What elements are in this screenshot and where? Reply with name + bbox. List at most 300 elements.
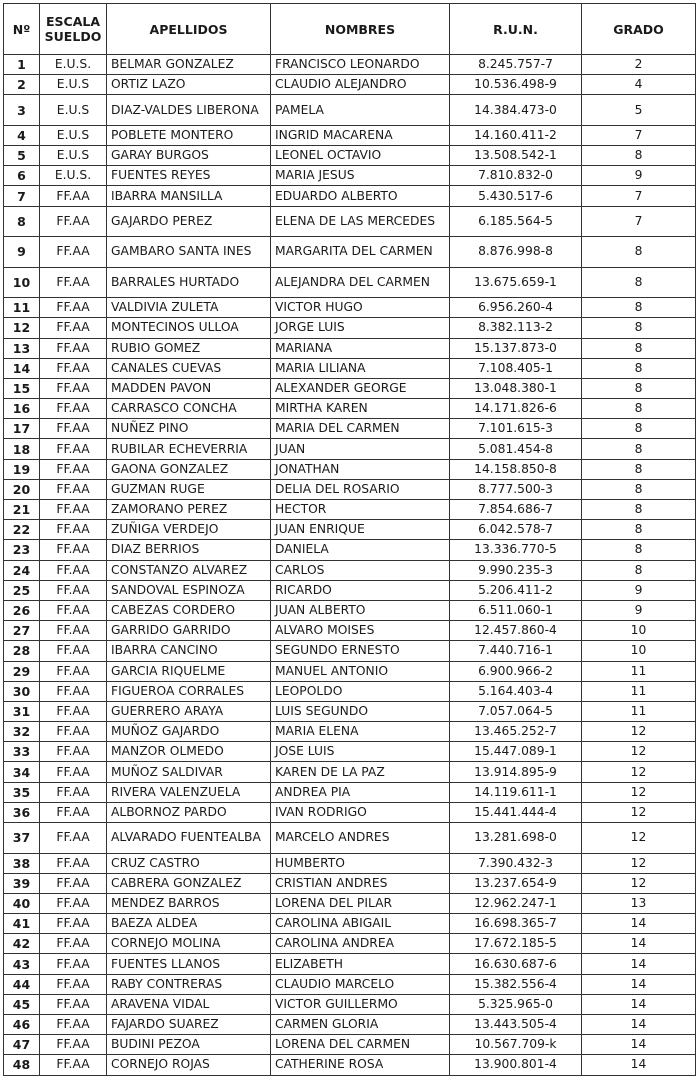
cell-escala-sueldo: FF.AA bbox=[40, 399, 107, 419]
cell-escala-sueldo: FF.AA bbox=[40, 1015, 107, 1035]
cell-apellidos: GUERRERO ARAYA bbox=[107, 701, 271, 721]
cell-run: 15.382.556-4 bbox=[450, 974, 582, 994]
cell-grado: 9 bbox=[582, 166, 696, 186]
cell-escala-sueldo: FF.AA bbox=[40, 621, 107, 641]
cell-grado: 8 bbox=[582, 399, 696, 419]
cell-row-number: 38 bbox=[4, 853, 40, 873]
cell-escala-sueldo: FF.AA bbox=[40, 298, 107, 318]
cell-run: 7.810.832-0 bbox=[450, 166, 582, 186]
cell-row-number: 6 bbox=[4, 166, 40, 186]
cell-nombres: CAROLINA ABIGAIL bbox=[271, 914, 450, 934]
cell-nombres: EDUARDO ALBERTO bbox=[271, 186, 450, 206]
cell-row-number: 30 bbox=[4, 681, 40, 701]
cell-row-number: 15 bbox=[4, 378, 40, 398]
cell-run: 12.457.860-4 bbox=[450, 621, 582, 641]
cell-apellidos: POBLETE MONTERO bbox=[107, 125, 271, 145]
cell-run: 14.158.850-8 bbox=[450, 459, 582, 479]
table-row bbox=[4, 914, 696, 934]
table-row bbox=[4, 954, 696, 974]
cell-escala-sueldo: FF.AA bbox=[40, 560, 107, 580]
cell-escala-sueldo: FF.AA bbox=[40, 681, 107, 701]
cell-run: 13.336.770-5 bbox=[450, 540, 582, 560]
cell-grado: 8 bbox=[582, 520, 696, 540]
cell-run: 5.081.454-8 bbox=[450, 439, 582, 459]
table-row bbox=[4, 661, 696, 681]
cell-grado: 14 bbox=[582, 934, 696, 954]
cell-apellidos: IBARRA CANCINO bbox=[107, 641, 271, 661]
table-row bbox=[4, 1055, 696, 1075]
cell-grado: 12 bbox=[582, 722, 696, 742]
header-row bbox=[4, 4, 696, 55]
cell-run: 14.119.611-1 bbox=[450, 782, 582, 802]
cell-apellidos: GARAY BURGOS bbox=[107, 146, 271, 166]
cell-apellidos: BARRALES HURTADO bbox=[107, 267, 271, 298]
cell-grado: 10 bbox=[582, 641, 696, 661]
table-row bbox=[4, 459, 696, 479]
table-row bbox=[4, 600, 696, 620]
cell-row-number: 47 bbox=[4, 1035, 40, 1055]
table-row bbox=[4, 853, 696, 873]
cell-nombres: MARIA JESUS bbox=[271, 166, 450, 186]
cell-nombres: MARCELO ANDRES bbox=[271, 823, 450, 854]
table-row bbox=[4, 994, 696, 1014]
cell-run: 17.672.185-5 bbox=[450, 934, 582, 954]
cell-apellidos: RABY CONTRERAS bbox=[107, 974, 271, 994]
cell-row-number: 28 bbox=[4, 641, 40, 661]
table-row bbox=[4, 934, 696, 954]
cell-row-number: 14 bbox=[4, 358, 40, 378]
cell-apellidos: FUENTES LLANOS bbox=[107, 954, 271, 974]
cell-nombres: JORGE LUIS bbox=[271, 318, 450, 338]
cell-apellidos: NUÑEZ PINO bbox=[107, 419, 271, 439]
cell-run: 14.384.473-0 bbox=[450, 95, 582, 126]
cell-grado: 8 bbox=[582, 378, 696, 398]
table-row bbox=[4, 873, 696, 893]
cell-run: 12.962.247-1 bbox=[450, 893, 582, 913]
cell-nombres: CLAUDIO MARCELO bbox=[271, 974, 450, 994]
cell-row-number: 2 bbox=[4, 75, 40, 95]
cell-escala-sueldo: FF.AA bbox=[40, 267, 107, 298]
cell-nombres: DELIA DEL ROSARIO bbox=[271, 479, 450, 499]
cell-apellidos: GARCIA RIQUELME bbox=[107, 661, 271, 681]
header-num: Nº bbox=[4, 4, 40, 55]
cell-escala-sueldo: E.U.S bbox=[40, 95, 107, 126]
cell-nombres: LEONEL OCTAVIO bbox=[271, 146, 450, 166]
cell-apellidos: CONSTANZO ALVAREZ bbox=[107, 560, 271, 580]
cell-nombres: ALEXANDER GEORGE bbox=[271, 378, 450, 398]
cell-run: 10.567.709-k bbox=[450, 1035, 582, 1055]
cell-run: 10.536.498-9 bbox=[450, 75, 582, 95]
cell-run: 8.245.757-7 bbox=[450, 55, 582, 75]
table-row bbox=[4, 166, 696, 186]
cell-run: 15.447.089-1 bbox=[450, 742, 582, 762]
cell-nombres: JUAN ALBERTO bbox=[271, 600, 450, 620]
cell-grado: 8 bbox=[582, 500, 696, 520]
cell-apellidos: CRUZ CASTRO bbox=[107, 853, 271, 873]
cell-run: 5.164.403-4 bbox=[450, 681, 582, 701]
cell-apellidos: RIVERA VALENZUELA bbox=[107, 782, 271, 802]
cell-grado: 5 bbox=[582, 95, 696, 126]
cell-run: 13.914.895-9 bbox=[450, 762, 582, 782]
cell-escala-sueldo: FF.AA bbox=[40, 823, 107, 854]
header-nombres: NOMBRES bbox=[271, 4, 450, 55]
cell-apellidos: MUÑOZ GAJARDO bbox=[107, 722, 271, 742]
cell-grado: 11 bbox=[582, 661, 696, 681]
table-row bbox=[4, 762, 696, 782]
cell-run: 15.441.444-4 bbox=[450, 802, 582, 822]
cell-grado: 4 bbox=[582, 75, 696, 95]
cell-nombres: VICTOR HUGO bbox=[271, 298, 450, 318]
cell-nombres: MANUEL ANTONIO bbox=[271, 661, 450, 681]
cell-row-number: 17 bbox=[4, 419, 40, 439]
cell-nombres: LORENA DEL CARMEN bbox=[271, 1035, 450, 1055]
cell-row-number: 41 bbox=[4, 914, 40, 934]
cell-nombres: SEGUNDO ERNESTO bbox=[271, 641, 450, 661]
table-row bbox=[4, 520, 696, 540]
cell-grado: 14 bbox=[582, 1035, 696, 1055]
cell-run: 7.101.615-3 bbox=[450, 419, 582, 439]
cell-nombres: CATHERINE ROSA bbox=[271, 1055, 450, 1075]
cell-nombres: ALVARO MOISES bbox=[271, 621, 450, 641]
table-row bbox=[4, 802, 696, 822]
cell-nombres: CARMEN GLORIA bbox=[271, 1015, 450, 1035]
cell-escala-sueldo: FF.AA bbox=[40, 600, 107, 620]
cell-escala-sueldo: FF.AA bbox=[40, 762, 107, 782]
cell-run: 13.443.505-4 bbox=[450, 1015, 582, 1035]
cell-apellidos: CARRASCO CONCHA bbox=[107, 399, 271, 419]
cell-run: 8.777.500-3 bbox=[450, 479, 582, 499]
cell-apellidos: ZAMORANO PEREZ bbox=[107, 500, 271, 520]
cell-apellidos: ALBORNOZ PARDO bbox=[107, 802, 271, 822]
cell-grado: 11 bbox=[582, 701, 696, 721]
table-row bbox=[4, 782, 696, 802]
cell-row-number: 26 bbox=[4, 600, 40, 620]
table-row bbox=[4, 540, 696, 560]
cell-grado: 9 bbox=[582, 600, 696, 620]
table-row bbox=[4, 641, 696, 661]
cell-row-number: 34 bbox=[4, 762, 40, 782]
cell-run: 7.108.405-1 bbox=[450, 358, 582, 378]
personnel-table bbox=[3, 3, 696, 1076]
cell-apellidos: GAMBARO SANTA INES bbox=[107, 237, 271, 268]
table-row bbox=[4, 621, 696, 641]
cell-grado: 13 bbox=[582, 893, 696, 913]
cell-apellidos: RUBIO GOMEZ bbox=[107, 338, 271, 358]
cell-run: 5.430.517-6 bbox=[450, 186, 582, 206]
cell-row-number: 43 bbox=[4, 954, 40, 974]
cell-grado: 8 bbox=[582, 540, 696, 560]
cell-grado: 8 bbox=[582, 560, 696, 580]
cell-grado: 8 bbox=[582, 459, 696, 479]
cell-nombres: CRISTIAN ANDRES bbox=[271, 873, 450, 893]
cell-apellidos: ALVARADO FUENTEALBA bbox=[107, 823, 271, 854]
cell-nombres: PAMELA bbox=[271, 95, 450, 126]
cell-escala-sueldo: FF.AA bbox=[40, 701, 107, 721]
cell-grado: 12 bbox=[582, 853, 696, 873]
table-row bbox=[4, 399, 696, 419]
cell-grado: 8 bbox=[582, 358, 696, 378]
cell-escala-sueldo: FF.AA bbox=[40, 318, 107, 338]
cell-escala-sueldo: FF.AA bbox=[40, 500, 107, 520]
table-row bbox=[4, 1035, 696, 1055]
cell-row-number: 18 bbox=[4, 439, 40, 459]
cell-escala-sueldo: FF.AA bbox=[40, 540, 107, 560]
cell-nombres: ALEJANDRA DEL CARMEN bbox=[271, 267, 450, 298]
table-row bbox=[4, 267, 696, 298]
cell-apellidos: GARRIDO GARRIDO bbox=[107, 621, 271, 641]
cell-apellidos: GAJARDO PEREZ bbox=[107, 206, 271, 237]
cell-nombres: ELIZABETH bbox=[271, 954, 450, 974]
table-row bbox=[4, 580, 696, 600]
cell-run: 13.675.659-1 bbox=[450, 267, 582, 298]
cell-apellidos: CABRERA GONZALEZ bbox=[107, 873, 271, 893]
cell-row-number: 5 bbox=[4, 146, 40, 166]
cell-row-number: 36 bbox=[4, 802, 40, 822]
cell-run: 13.281.698-0 bbox=[450, 823, 582, 854]
cell-run: 9.990.235-3 bbox=[450, 560, 582, 580]
cell-escala-sueldo: FF.AA bbox=[40, 641, 107, 661]
cell-row-number: 29 bbox=[4, 661, 40, 681]
cell-row-number: 10 bbox=[4, 267, 40, 298]
cell-grado: 14 bbox=[582, 974, 696, 994]
cell-row-number: 8 bbox=[4, 206, 40, 237]
cell-nombres: JONATHAN bbox=[271, 459, 450, 479]
cell-escala-sueldo: E.U.S bbox=[40, 125, 107, 145]
cell-apellidos: MANZOR OLMEDO bbox=[107, 742, 271, 762]
cell-apellidos: CANALES CUEVAS bbox=[107, 358, 271, 378]
table-row bbox=[4, 742, 696, 762]
cell-nombres: RICARDO bbox=[271, 580, 450, 600]
cell-grado: 8 bbox=[582, 146, 696, 166]
cell-row-number: 44 bbox=[4, 974, 40, 994]
cell-apellidos: BELMAR GONZALEZ bbox=[107, 55, 271, 75]
cell-apellidos: MUÑOZ SALDIVAR bbox=[107, 762, 271, 782]
cell-apellidos: FUENTES REYES bbox=[107, 166, 271, 186]
cell-nombres: VICTOR GUILLERMO bbox=[271, 994, 450, 1014]
cell-row-number: 24 bbox=[4, 560, 40, 580]
cell-row-number: 45 bbox=[4, 994, 40, 1014]
cell-run: 14.160.411-2 bbox=[450, 125, 582, 145]
cell-escala-sueldo: FF.AA bbox=[40, 914, 107, 934]
cell-row-number: 12 bbox=[4, 318, 40, 338]
cell-nombres: CARLOS bbox=[271, 560, 450, 580]
cell-grado: 14 bbox=[582, 914, 696, 934]
cell-grado: 8 bbox=[582, 237, 696, 268]
cell-escala-sueldo: FF.AA bbox=[40, 206, 107, 237]
cell-grado: 14 bbox=[582, 994, 696, 1014]
cell-apellidos: RUBILAR ECHEVERRIA bbox=[107, 439, 271, 459]
cell-run: 6.956.260-4 bbox=[450, 298, 582, 318]
cell-apellidos: DIAZ-VALDES LIBERONA bbox=[107, 95, 271, 126]
cell-nombres: MARIANA bbox=[271, 338, 450, 358]
cell-apellidos: BUDINI PEZOA bbox=[107, 1035, 271, 1055]
table-row bbox=[4, 419, 696, 439]
cell-escala-sueldo: E.U.S bbox=[40, 146, 107, 166]
table-row bbox=[4, 560, 696, 580]
table-row bbox=[4, 237, 696, 268]
cell-escala-sueldo: FF.AA bbox=[40, 186, 107, 206]
cell-row-number: 32 bbox=[4, 722, 40, 742]
header-apellidos: APELLIDOS bbox=[107, 4, 271, 55]
cell-row-number: 46 bbox=[4, 1015, 40, 1035]
cell-run: 6.185.564-5 bbox=[450, 206, 582, 237]
cell-apellidos: MADDEN PAVON bbox=[107, 378, 271, 398]
cell-nombres: DANIELA bbox=[271, 540, 450, 560]
cell-escala-sueldo: FF.AA bbox=[40, 459, 107, 479]
cell-escala-sueldo: E.U.S. bbox=[40, 55, 107, 75]
cell-apellidos: MENDEZ BARROS bbox=[107, 893, 271, 913]
cell-grado: 10 bbox=[582, 621, 696, 641]
cell-grado: 12 bbox=[582, 873, 696, 893]
cell-nombres: MARIA DEL CARMEN bbox=[271, 419, 450, 439]
cell-grado: 12 bbox=[582, 762, 696, 782]
cell-row-number: 7 bbox=[4, 186, 40, 206]
cell-nombres: CLAUDIO ALEJANDRO bbox=[271, 75, 450, 95]
table-row bbox=[4, 893, 696, 913]
cell-nombres: MARIA LILIANA bbox=[271, 358, 450, 378]
cell-apellidos: FIGUEROA CORRALES bbox=[107, 681, 271, 701]
cell-nombres: HUMBERTO bbox=[271, 853, 450, 873]
cell-nombres: FRANCISCO LEONARDO bbox=[271, 55, 450, 75]
cell-row-number: 13 bbox=[4, 338, 40, 358]
cell-grado: 2 bbox=[582, 55, 696, 75]
cell-row-number: 33 bbox=[4, 742, 40, 762]
cell-row-number: 23 bbox=[4, 540, 40, 560]
table-row bbox=[4, 146, 696, 166]
cell-nombres: MARGARITA DEL CARMEN bbox=[271, 237, 450, 268]
cell-escala-sueldo: FF.AA bbox=[40, 479, 107, 499]
cell-row-number: 11 bbox=[4, 298, 40, 318]
cell-nombres: LEOPOLDO bbox=[271, 681, 450, 701]
table-row bbox=[4, 701, 696, 721]
cell-row-number: 19 bbox=[4, 459, 40, 479]
cell-grado: 8 bbox=[582, 439, 696, 459]
cell-run: 15.137.873-0 bbox=[450, 338, 582, 358]
cell-grado: 8 bbox=[582, 479, 696, 499]
cell-row-number: 37 bbox=[4, 823, 40, 854]
cell-grado: 9 bbox=[582, 580, 696, 600]
cell-escala-sueldo: FF.AA bbox=[40, 520, 107, 540]
table-row bbox=[4, 298, 696, 318]
table-row bbox=[4, 974, 696, 994]
cell-apellidos: CORNEJO ROJAS bbox=[107, 1055, 271, 1075]
cell-escala-sueldo: FF.AA bbox=[40, 853, 107, 873]
table-row bbox=[4, 439, 696, 459]
cell-run: 8.382.113-2 bbox=[450, 318, 582, 338]
cell-nombres: LORENA DEL PILAR bbox=[271, 893, 450, 913]
cell-grado: 7 bbox=[582, 125, 696, 145]
cell-nombres: IVAN RODRIGO bbox=[271, 802, 450, 822]
cell-escala-sueldo: E.U.S. bbox=[40, 166, 107, 186]
cell-row-number: 1 bbox=[4, 55, 40, 75]
cell-escala-sueldo: FF.AA bbox=[40, 722, 107, 742]
cell-run: 13.465.252-7 bbox=[450, 722, 582, 742]
cell-escala-sueldo: FF.AA bbox=[40, 358, 107, 378]
table-row bbox=[4, 206, 696, 237]
cell-row-number: 20 bbox=[4, 479, 40, 499]
cell-grado: 7 bbox=[582, 186, 696, 206]
header-run: R.U.N. bbox=[450, 4, 582, 55]
cell-apellidos: GAONA GONZALEZ bbox=[107, 459, 271, 479]
cell-escala-sueldo: FF.AA bbox=[40, 1035, 107, 1055]
table-row bbox=[4, 378, 696, 398]
cell-escala-sueldo: FF.AA bbox=[40, 873, 107, 893]
cell-escala-sueldo: FF.AA bbox=[40, 439, 107, 459]
table-row bbox=[4, 55, 696, 75]
table-row bbox=[4, 1015, 696, 1035]
cell-row-number: 40 bbox=[4, 893, 40, 913]
cell-nombres: INGRID MACARENA bbox=[271, 125, 450, 145]
cell-apellidos: VALDIVIA ZULETA bbox=[107, 298, 271, 318]
cell-row-number: 22 bbox=[4, 520, 40, 540]
cell-row-number: 3 bbox=[4, 95, 40, 126]
cell-grado: 11 bbox=[582, 681, 696, 701]
cell-apellidos: ARAVENA VIDAL bbox=[107, 994, 271, 1014]
cell-nombres: ELENA DE LAS MERCEDES bbox=[271, 206, 450, 237]
cell-apellidos: MONTECINOS ULLOA bbox=[107, 318, 271, 338]
cell-grado: 12 bbox=[582, 782, 696, 802]
cell-run: 6.511.060-1 bbox=[450, 600, 582, 620]
cell-escala-sueldo: FF.AA bbox=[40, 934, 107, 954]
cell-nombres: KAREN DE LA PAZ bbox=[271, 762, 450, 782]
cell-escala-sueldo: FF.AA bbox=[40, 580, 107, 600]
cell-escala-sueldo: FF.AA bbox=[40, 782, 107, 802]
table-row bbox=[4, 95, 696, 126]
cell-apellidos: FAJARDO SUAREZ bbox=[107, 1015, 271, 1035]
cell-escala-sueldo: FF.AA bbox=[40, 1055, 107, 1075]
cell-row-number: 16 bbox=[4, 399, 40, 419]
cell-run: 16.630.687-6 bbox=[450, 954, 582, 974]
cell-run: 13.508.542-1 bbox=[450, 146, 582, 166]
cell-grado: 12 bbox=[582, 823, 696, 854]
header-escala: ESCALA SUELDO bbox=[40, 4, 107, 55]
cell-grado: 14 bbox=[582, 1055, 696, 1075]
cell-escala-sueldo: FF.AA bbox=[40, 419, 107, 439]
cell-apellidos: BAEZA ALDEA bbox=[107, 914, 271, 934]
cell-escala-sueldo: FF.AA bbox=[40, 237, 107, 268]
cell-run: 14.171.826-6 bbox=[450, 399, 582, 419]
cell-nombres: JUAN ENRIQUE bbox=[271, 520, 450, 540]
cell-escala-sueldo: FF.AA bbox=[40, 954, 107, 974]
table-row bbox=[4, 500, 696, 520]
cell-row-number: 48 bbox=[4, 1055, 40, 1075]
cell-grado: 8 bbox=[582, 318, 696, 338]
cell-row-number: 31 bbox=[4, 701, 40, 721]
cell-apellidos: CORNEJO MOLINA bbox=[107, 934, 271, 954]
cell-run: 5.325.965-0 bbox=[450, 994, 582, 1014]
cell-grado: 14 bbox=[582, 954, 696, 974]
table-row bbox=[4, 75, 696, 95]
cell-escala-sueldo: FF.AA bbox=[40, 893, 107, 913]
cell-nombres: ANDREA PIA bbox=[271, 782, 450, 802]
table-row bbox=[4, 338, 696, 358]
table-row bbox=[4, 823, 696, 854]
cell-nombres: HECTOR bbox=[271, 500, 450, 520]
cell-run: 7.440.716-1 bbox=[450, 641, 582, 661]
cell-row-number: 21 bbox=[4, 500, 40, 520]
cell-escala-sueldo: FF.AA bbox=[40, 338, 107, 358]
cell-apellidos: IBARRA MANSILLA bbox=[107, 186, 271, 206]
cell-run: 8.876.998-8 bbox=[450, 237, 582, 268]
cell-run: 13.048.380-1 bbox=[450, 378, 582, 398]
cell-row-number: 25 bbox=[4, 580, 40, 600]
cell-nombres: CAROLINA ANDREA bbox=[271, 934, 450, 954]
cell-apellidos: ZUÑIGA VERDEJO bbox=[107, 520, 271, 540]
cell-apellidos: CABEZAS CORDERO bbox=[107, 600, 271, 620]
cell-apellidos: GUZMAN RUGE bbox=[107, 479, 271, 499]
cell-run: 13.237.654-9 bbox=[450, 873, 582, 893]
cell-run: 7.057.064-5 bbox=[450, 701, 582, 721]
